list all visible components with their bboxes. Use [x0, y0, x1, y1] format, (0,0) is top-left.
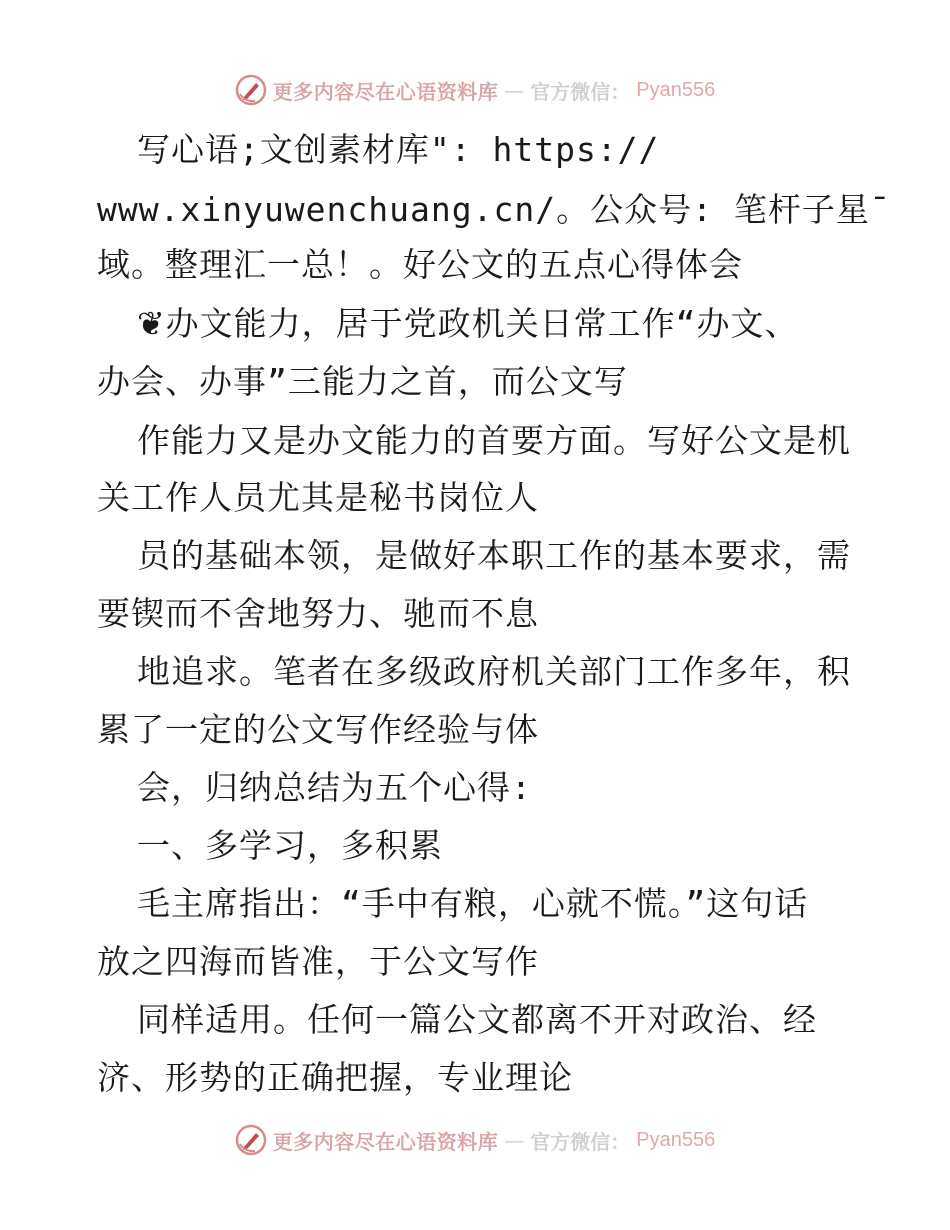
pen-logo-icon	[235, 74, 267, 106]
footer-banner	[0, 1120, 950, 1160]
text-line: 同样适用。任何一篇公文都离不开对政治、经	[137, 1000, 817, 1039]
header-banner	[0, 70, 950, 110]
text-line: 地追求。笔者在多级政府机关部门工作多年，积	[137, 652, 851, 691]
text-line: 关工作人员尤其是秘书岗位人	[97, 478, 539, 517]
text-line: www.xinyuwenchuang.cn/。公众号: 笔杆子星¯	[97, 190, 891, 229]
header-dash: —	[504, 78, 525, 102]
footer-dash: —	[504, 1128, 525, 1152]
text-line: 办会、办事”三能力之首，而公文写	[97, 362, 628, 401]
footer-wechat-label: 官方微信：	[530, 1129, 631, 1154]
text-line: 济、形势的正确把握，专业理论	[97, 1058, 573, 1097]
text-line: 作能力又是办文能力的首要方面。写好公文是机	[137, 421, 851, 460]
text-line-with-bullet	[137, 304, 799, 344]
pen-logo-icon	[235, 1124, 267, 1156]
text-line: 放之四海而皆准，于公文写作	[97, 942, 539, 981]
text-line: 员的基础本领，是做好本职工作的基本要求，需	[137, 536, 851, 575]
text-line: 域。整理汇一总！。好公文的五点心得体会	[97, 245, 743, 284]
floral-bullet-icon: ❦	[137, 304, 166, 343]
text-line: 累了一定的公文写作经验与体	[97, 710, 539, 749]
text-line: 毛主席指出：“手中有粮，心就不慌。”这句话	[137, 884, 809, 923]
text-line: 写心语;文创素材库": https://	[137, 130, 660, 169]
footer-promo-text: 更多内容尽在心语资料库	[272, 1129, 499, 1154]
text-line-content: 办文能力，居于党政机关日常工作“办文、	[165, 304, 799, 343]
text-line: 要锲而不舍地努力、驰而不息	[97, 594, 539, 633]
text-line: 会，归纳总结为五个心得:	[137, 768, 532, 807]
header-wechat-label: 官方微信：	[530, 79, 631, 104]
header-wechat-account: Pyan556	[636, 78, 716, 101]
section-heading: 一、多学习，多积累	[137, 826, 443, 865]
footer-wechat-account: Pyan556	[636, 1128, 716, 1151]
header-promo-text: 更多内容尽在心语资料库	[272, 79, 499, 104]
